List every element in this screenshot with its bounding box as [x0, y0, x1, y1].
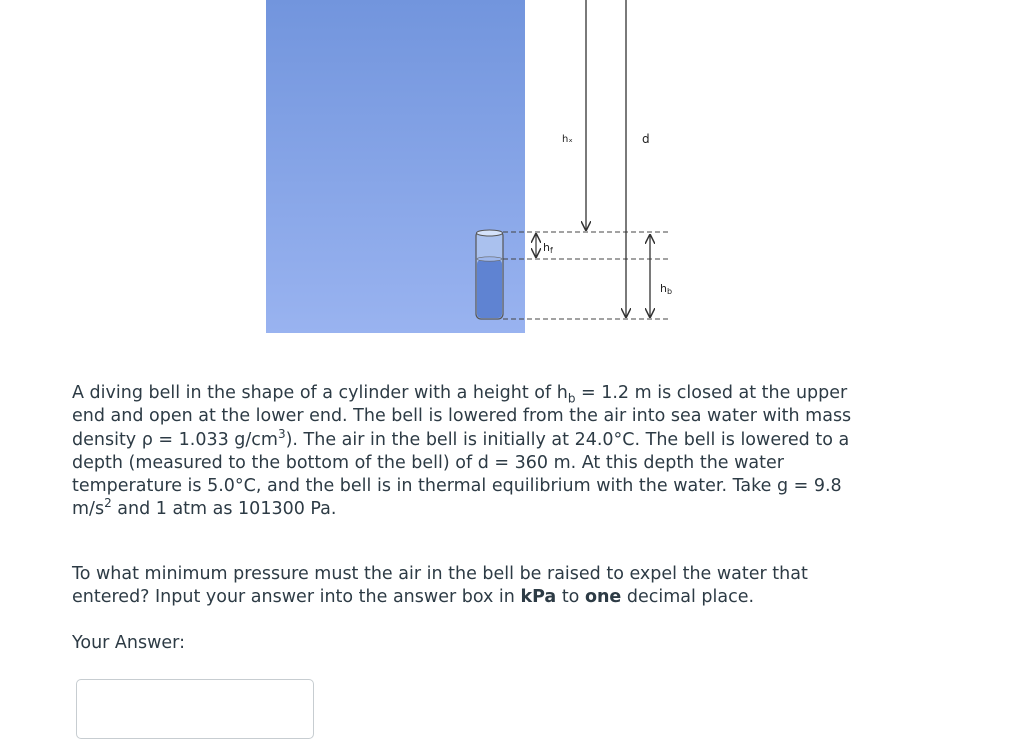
label-d: d — [642, 132, 650, 146]
your-answer-label: Your Answer: — [72, 633, 185, 653]
label-hf: hf — [543, 241, 553, 255]
label-hx: hₓ — [562, 134, 573, 145]
answer-input[interactable] — [76, 679, 314, 739]
problem-statement: A diving bell in the shape of a cylinder with a height of $h_b = 1.2$ m is closed at the upper end and open at the lower end. The bell is lowered from the air into sea water with mass density ρ = 1.033 $g/cm^3$). The air in the bell is initially at 24.0°C. The bell is lowered to a depth (measured to the bottom of the bell) of d = 360 m. At this depth the water temperature is 5.0°C, and the bell is in thermal equilibrium with the water. Take g = 9.8 $m/s^2$ and 1 atm as 101300 Pa. — [72, 383, 852, 520]
reference-lines — [503, 232, 668, 319]
question-prompt: To what minimum pressure must the air in the bell be raised to expel the water that entered? Input your answer into the answer box in kPa to one decimal place. — [72, 564, 808, 608]
diving-bell — [476, 230, 503, 319]
label-hb: hb — [660, 282, 673, 296]
diving-bell-diagram — [0, 0, 760, 340]
